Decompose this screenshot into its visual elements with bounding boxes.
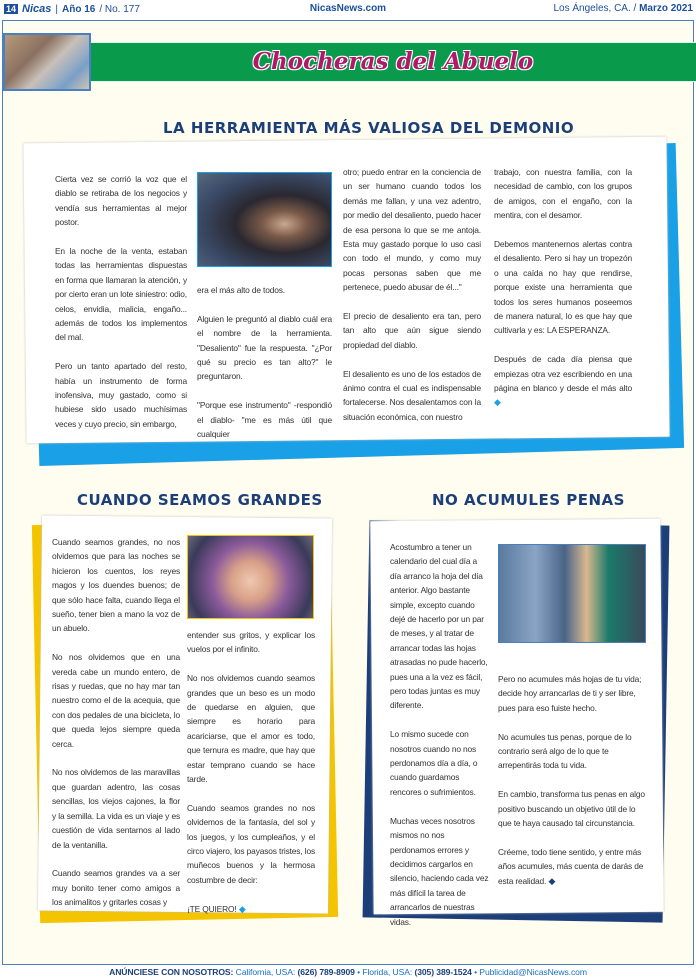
- paragraph: [390, 814, 490, 929]
- paragraph: [55, 172, 187, 230]
- article3-title: NO ACUMULES PENAS: [432, 491, 625, 509]
- article1-title: LA HERRAMIENTA MÁS VALIOSA DEL DEMONIO: [163, 119, 575, 137]
- paragraph: [187, 628, 315, 657]
- paragraph-text: En la noche de la venta, estaban todas las herramientas dispuestas en forma que llamaran la atención, y por cierto eran un lote siniestro: odio, celos, envidia, malicia, engaño... además de todos los implementos del mal.: [55, 246, 187, 343]
- paragraph: [52, 535, 180, 636]
- paragraph-text: Acostumbro a tener un calendario del cual día a día arranco la hoja del día anterior. Algo bastante simple, excepto cuando dejé de hacerlo por un par de meses, y al tratar de arrancar todas las hojas atrasadas no pude hacerlo, pues una a la vez es fácil, pero todas juntas es muy diferente.: [390, 542, 488, 711]
- paragraph: [52, 650, 180, 751]
- paragraph-text: otro; puedo entrar en la conciencia de un ser humano cuando todos los demás me fallan, y una vez adentro, por medio del desaliento, puedo hacer de esa persona lo que se me antoja. Esta muy gastado porque lo uso casi con todo el mundo, y como muy pocas personas saben que me pertenece, puedo abusar de él...": [343, 167, 481, 293]
- footer-ad: [0, 967, 696, 977]
- paragraph-text: Cuando seamos grandes, no nos olvidemos que para las noches se hicieron los cuentos, los reyes magos y los duendes buenos; de que sólo hace falta, cuando llega el sueño, tener bien a mano la voz de un abuelo.: [52, 537, 180, 634]
- page-number: 14: [6, 4, 17, 14]
- section-title: Chocheras del Abuelo: [252, 48, 534, 75]
- hands-image: [187, 535, 314, 619]
- end-mark-icon: ◆: [236, 903, 246, 914]
- paragraph-text: En cambio, transforma tus penas en algo positivo buscando un objetivo útil de lo que te haya causado tal circunstancia.: [498, 789, 645, 829]
- paragraph-text: entender sus gritos, y explicar los vuelos por el infinito.: [187, 630, 315, 655]
- paragraph-text: El desaliento es uno de los estados de ánimo contra el cual es indispensable fortalecerse. Nos desalentamos con la situación económica, con nuestro: [343, 368, 481, 422]
- paragraph-text: "Porque ese instrumento" -respondió el diablo- "me es más útil que cualquier: [197, 400, 332, 440]
- paragraph: [52, 866, 180, 909]
- paragraph: [343, 367, 481, 425]
- paragraph: [390, 540, 490, 713]
- location: Los Ángeles, CA. /: [553, 3, 637, 14]
- paragraph-text: No nos olvidemos de las maravillas que guardan adentro, las cosas sencillas, los viejos cajones, la flor y la semilla. La vida es un viaje y es cuestión de vida sentarnos al lado de la ventanilla.: [52, 767, 180, 850]
- paragraph: [494, 165, 632, 223]
- page-header: 14 Nicas | Año 16 / No. 177 NicasNews.com Los Ángeles, CA. / Marzo 2021: [0, 0, 696, 18]
- article1-col1: [55, 172, 187, 446]
- paragraph-text: Cierta vez se corrió la voz que el diablo se retiraba de los negocios y vendía sus herramientas al mejor postor.: [55, 174, 187, 228]
- paragraph-text: Pero un tanto apartado del resto, había un instrumento de forma inofensiva, muy gastado, como si hubiese sido usado muchísimas veces y cuyo precio, sin embargo,: [55, 361, 187, 429]
- paragraph: [494, 237, 632, 338]
- paragraph-text: Alguien le preguntó al diablo cuál era el nombre de la herramienta. "Desaliento" fue la respuesta. "¿Por qué su precio es tan alto?" le preguntaron.: [197, 313, 332, 382]
- paragraph-text: No nos olvidemos cuando seamos grandes que un beso es un modo de quedarse en alguien, que siempre es horario para acariciarse, que el amor es todo, que ternura es madre, que hay que estar temprano cuando se hace tarde.: [187, 673, 315, 785]
- paragraph: [55, 359, 187, 431]
- paragraph-text: No nos olvidemos que en una vereda cabe un mundo entero, de risas y ruedas, que no hay mar tan nuestro como el de la acequia, que con dos pedales de una bicicleta, lo que queda lejos siempre queda cerca.: [52, 652, 180, 749]
- end-mark-icon: ◆: [546, 875, 556, 886]
- date: Marzo 2021: [639, 3, 693, 14]
- paragraph-text: El precio de desaliento era tan, pero tan alto que aún sigue siendo propiedad del diablo.: [343, 311, 481, 350]
- paragraph-text: Muchas veces nosotros mismos no nos perdonamos errores y decidimos cargarlos en silencio, haciendo cada vez más difícil la tarea de arrancarlos de nuestras vidas.: [390, 815, 489, 927]
- article2-col2: [187, 628, 315, 930]
- paragraph: [494, 352, 632, 410]
- footer-email[interactable]: • Publicidad@NicasNews.com: [474, 967, 587, 977]
- article3-col1: [390, 540, 490, 943]
- footer-fl: • Florida, USA:: [357, 967, 413, 977]
- paragraph: [187, 902, 315, 916]
- issue: / No. 177: [99, 3, 140, 15]
- article3-col2: [498, 672, 648, 902]
- article1-col3: [343, 165, 481, 439]
- paragraph: [390, 727, 490, 799]
- paragraph-text: Cuando seamos grandes no nos olvidemos de la fantasía, del sol y los juegos, y los cumpleaños, y el circo viajero, los payasos tristes, los muñecos buenos y la hermosa costumbre de decir:: [187, 802, 315, 885]
- footer-ca: California, USA:: [235, 967, 296, 977]
- paragraph-text: No acumules tus penas, porque de lo contrario será algo de lo que te arrepentirás toda tu vida.: [498, 731, 632, 771]
- article2-title: CUANDO SEAMOS GRANDES: [77, 491, 323, 509]
- paragraph: [197, 398, 332, 441]
- year: Año 16: [61, 3, 96, 15]
- paragraph: [498, 845, 648, 888]
- paragraph: [498, 672, 648, 715]
- paragraph: [52, 765, 180, 851]
- end-mark-icon: ◆: [494, 397, 501, 408]
- paragraph-text: Después de cada día piensa que empiezas otra vez escribiendo en una página en blanco y desde el más alto: [494, 354, 632, 394]
- article2-col1: [52, 535, 180, 924]
- paragraph-text: Créeme, todo tiene sentido, y entre más años acumules, más cuenta de darás de esta realidad.: [498, 846, 644, 886]
- paragraph-text: era el más alto de todos.: [197, 285, 285, 295]
- article1-col4: [494, 165, 632, 424]
- footer-ca-phone: (626) 789-8909: [297, 967, 355, 977]
- sad-woman-image: [498, 544, 646, 643]
- paragraph: [498, 787, 648, 830]
- site-link[interactable]: NicasNews.com: [309, 3, 387, 14]
- article1-col2: [197, 283, 332, 456]
- paragraph-text: ¡TE QUIERO!: [187, 903, 237, 914]
- section-banner: [90, 42, 696, 82]
- paragraph: [498, 730, 648, 773]
- footer-fl-phone: (305) 389-1524: [414, 967, 472, 977]
- paragraph-text: Debemos mantenernos alertas contra el desaliento. Pero si hay un tropezón o una caída no hay que rendirse, porque existe una herramienta que todos los seres humanos poseemos de manera natural, lo es que hay que cultivarla y es: LA ESPERANZA.: [494, 239, 632, 336]
- paragraph-text: Cuando seamos grandes va a ser muy bonito tener como amigos a los animalitos y gritarles cosas y: [52, 868, 180, 908]
- paragraph: [343, 309, 481, 352]
- paragraph-text: trabajo, con nuestra familia, con la necesidad de cambio, con los grupos de amigos, con el engaño, con la mentira, con el desamor.: [494, 167, 632, 221]
- footer-label: ANÚNCIESE CON NOSOTROS:: [109, 967, 234, 977]
- grandfather-photo: [3, 33, 91, 91]
- paragraph-text: Lo mismo sucede con nosotros cuando no nos perdonamos día a día, o cuando guardamos rencores o sufrimientos.: [390, 729, 478, 797]
- paragraph: [197, 283, 332, 297]
- paragraph-text: Pero no acumules más hojas de tu vida; decide hoy arrancarlas de ti y ser libre, pues para eso fuiste hecho.: [498, 674, 642, 713]
- paragraph: [187, 671, 315, 786]
- nicas-logo: Nicas: [22, 3, 52, 15]
- paragraph: [55, 244, 187, 345]
- paragraph: [343, 165, 481, 295]
- paragraph: [197, 312, 332, 384]
- paragraph: [187, 801, 315, 887]
- devil-image: [197, 172, 332, 267]
